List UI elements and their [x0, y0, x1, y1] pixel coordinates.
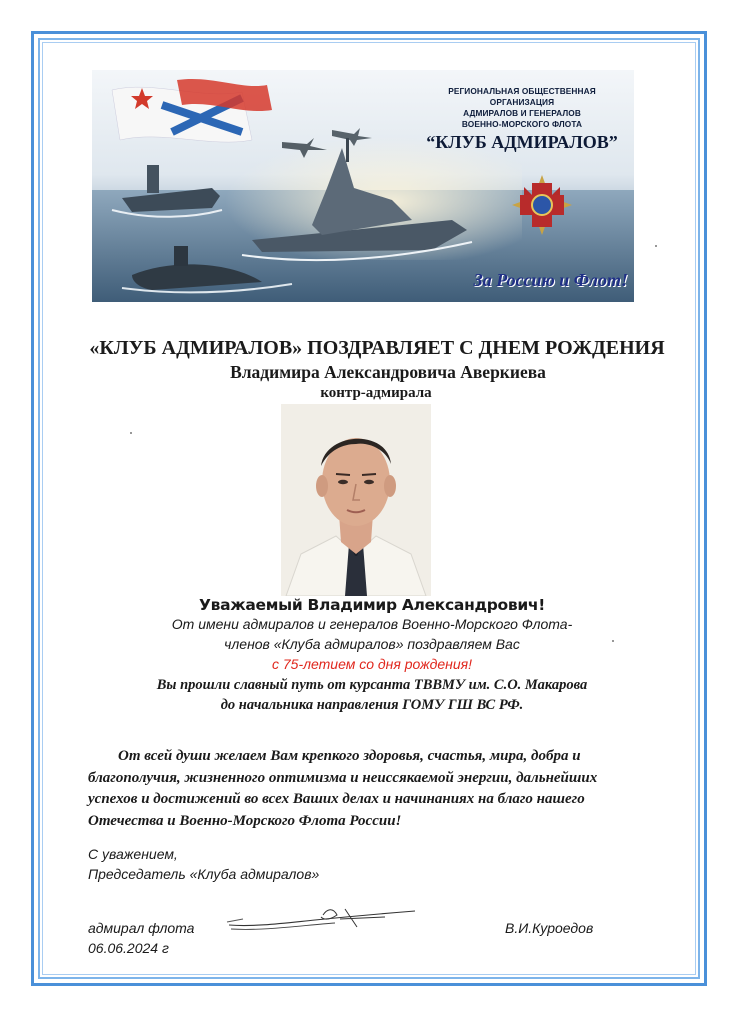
salutation: Уважаемый Владимир Александрович!	[198, 596, 546, 614]
org-line-2: АДМИРАЛОВ И ГЕНЕРАЛОВ	[463, 108, 581, 118]
handwritten-signature	[225, 905, 420, 935]
org-line-3: ВОЕННО-МОРСКОГО ФЛОТА	[461, 119, 583, 129]
recipient-rank: контр-адмирала	[320, 385, 432, 401]
scan-speck	[655, 245, 657, 247]
scan-speck	[130, 432, 132, 434]
motto: За Россию и Флот!	[473, 270, 628, 290]
signer-name: В.И.Куроедов	[505, 920, 594, 936]
org-line-1: РЕГИОНАЛЬНАЯ ОБЩЕСТВЕННАЯ ОРГАНИЗАЦИЯ	[448, 86, 596, 107]
portrait-photo	[281, 404, 431, 596]
organization-header	[422, 86, 622, 152]
career-line-2: до начальника направления ГОМУ ГШ ВС РФ.	[220, 697, 524, 713]
recipient-name: Владимира Александровича Аверкиева	[230, 362, 546, 382]
letter-date: 06.06.2024 г	[88, 940, 169, 956]
congratulation-title: «КЛУБ АДМИРАЛОВ» ПОЗДРАВЛЯЕТ С ДНЕМ РОЖДЕНИЯ	[89, 337, 665, 359]
wishes-paragraph: От всей души желаем Вам крепкого здоровья, счастья, мира, добра и благополучия, жизненного оптимизма и неиссякаемой энергии, дальнейших успехов и достижений во всех Ваших делах и начинаниях на благо нашего Отечества и Военно-Морского Флота России!	[88, 748, 598, 829]
anniversary-highlight: с 75-летием со дня рождения!	[272, 656, 472, 672]
signer-rank: адмирал флота	[88, 920, 195, 936]
header-banner	[92, 70, 634, 302]
greeting-line-2: членов «Клуба адмиралов» поздравляем Вас	[224, 636, 520, 652]
career-line-1: Вы прошли славный путь от курсанта ТВВМУ им. С.О. Макарова	[156, 677, 588, 693]
closing-position: Председатель «Клуба адмиралов»	[88, 866, 320, 882]
closing-regards: С уважением,	[88, 846, 178, 862]
greeting-line-1: От имени адмиралов и генералов Военно-Морского Флота-	[171, 616, 573, 632]
scan-speck	[612, 640, 614, 642]
club-name: “КЛУБ АДМИРАЛОВ”	[426, 132, 618, 152]
